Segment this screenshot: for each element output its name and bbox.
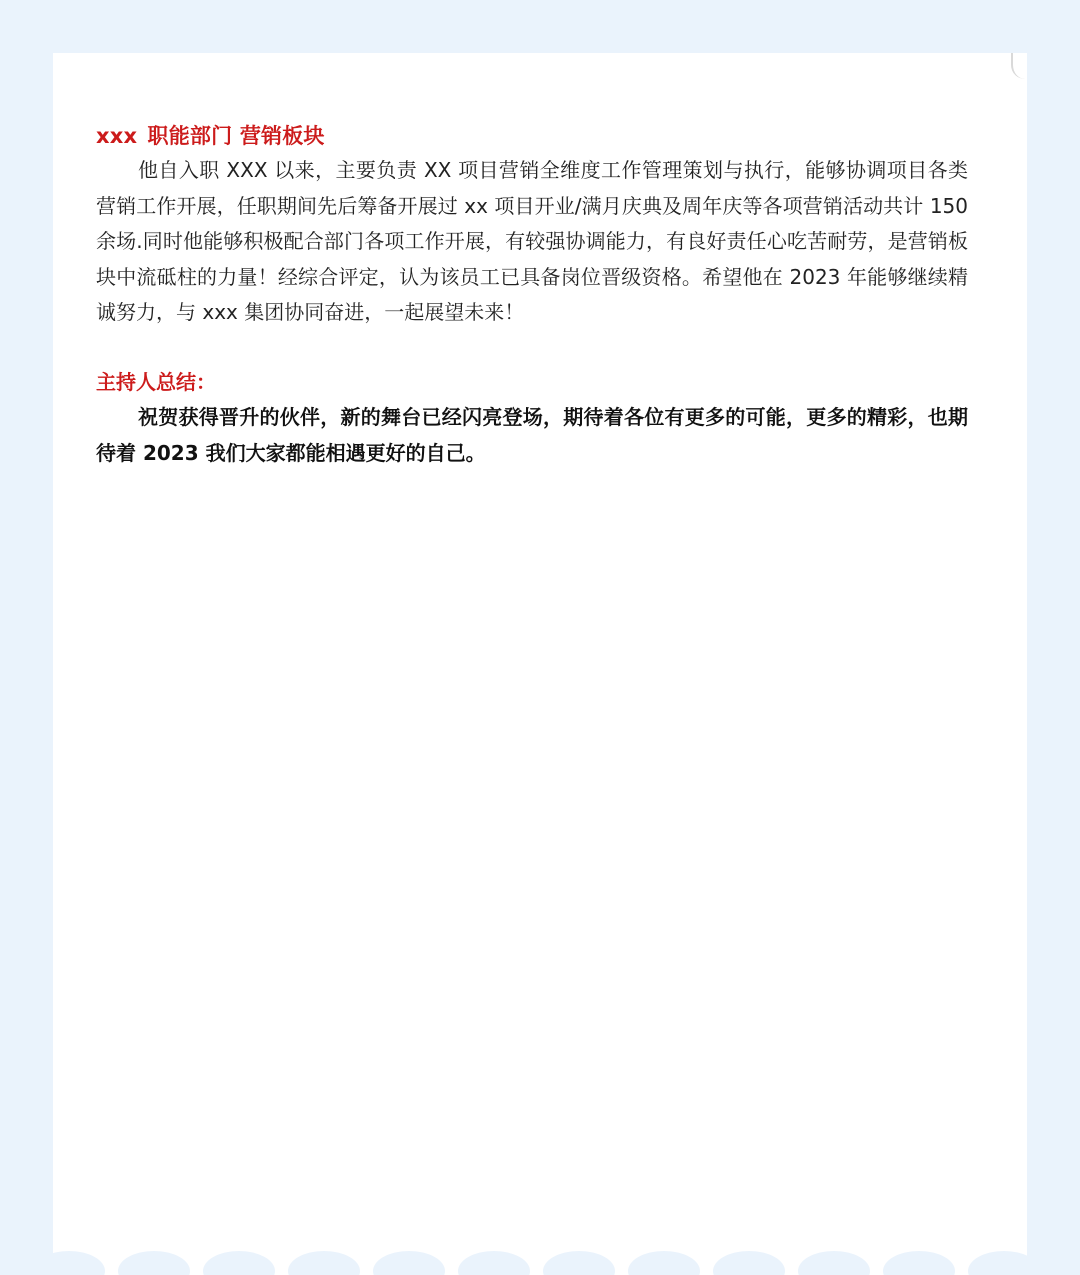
scallop <box>883 1251 955 1275</box>
page-curl-decoration <box>1011 53 1027 79</box>
scallop <box>53 1251 105 1275</box>
scallop <box>118 1251 190 1275</box>
section-spacer <box>96 331 968 365</box>
section-heading-tag: xxx <box>96 124 138 148</box>
scallop <box>458 1251 530 1275</box>
scallop <box>373 1251 445 1275</box>
scallop <box>288 1251 360 1275</box>
scallop <box>713 1251 785 1275</box>
scallop <box>628 1251 700 1275</box>
scallop <box>968 1251 1027 1275</box>
summary-body: 祝贺获得晋升的伙伴，新的舞台已经闪亮登场，期待着各位有更多的可能，更多的精彩，也期待着 2023 我们大家都能相遇更好的自己。 <box>96 404 968 465</box>
scallop <box>543 1251 615 1275</box>
summary-heading: 主持人总结： <box>96 369 216 394</box>
document-page <box>53 53 1027 1275</box>
section-body: 他自入职 XXX 以来，主要负责 XX 项目营销全维度工作管理策划与执行，能够协调项目各类营销工作开展，任职期间先后筹备开展过 xx 项目开业/满月庆典及周年庆等各项营销活动共计 150 余场.同时他能够积极配合部门各项工作开展，有较强协调能力，有良好责任心吃苦耐劳，是营销板块中流砥柱的力量！经综合评定，认为该员工已具备岗位晋级资格。希望他在 2023 年能够继续精诚努力，与 xxx 集团协同奋进，一起展望未来！ <box>96 158 968 324</box>
section-heading-title: 职能部门 营销板块 <box>147 124 325 148</box>
section-heading <box>96 119 968 153</box>
scallop <box>203 1251 275 1275</box>
scallop <box>798 1251 870 1275</box>
scalloped-bottom-border <box>53 1245 1027 1275</box>
document-content <box>96 119 968 471</box>
